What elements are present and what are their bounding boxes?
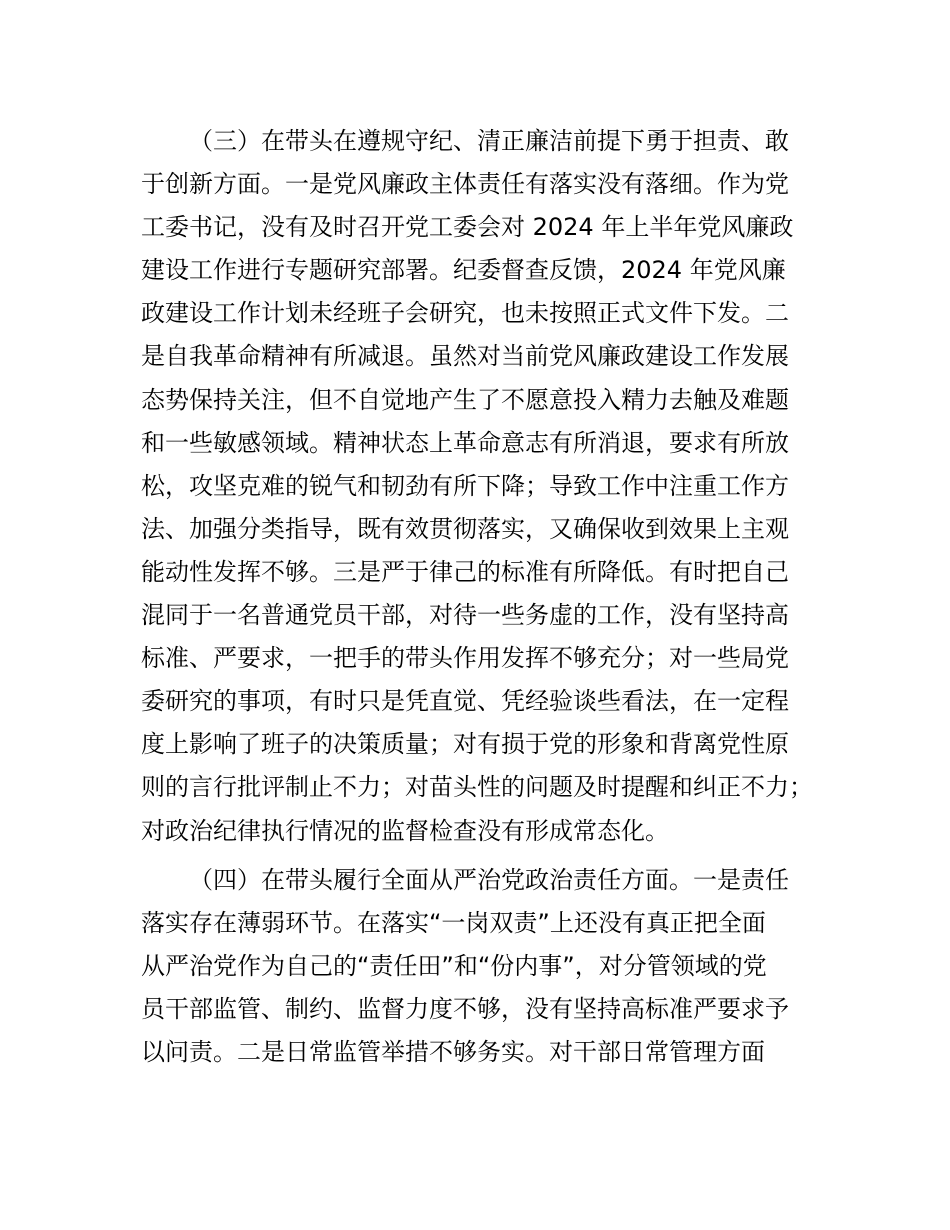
text-line: 对政治纪律执行情况的监督检查没有形成常态化。 [141,816,669,845]
text-line: 度上影响了班子的决策质量；对有损于党的形象和背离党性原 [141,730,789,759]
text-line: 和一些敏感领域。精神状态上革命意志有所消退，要求有所放 [141,428,789,457]
text-line: 于创新方面。一是党风廉政主体责任有落实没有落细。作为党 [141,170,789,199]
paragraph-section-three [141,120,841,853]
text-line: 法、加强分类指导，既有效贯彻落实，又确保收到效果上主观 [141,514,789,543]
text-line: （三）在带头在遵规守纪、清正廉洁前提下勇于担责、敢 [189,127,789,155]
text-line: 混同于一名普通党员干部，对待一些务虚的工作，没有坚持高 [141,601,789,630]
text-line: 是自我革命精神有所减退。虽然对当前党风廉政建设工作发展 [141,342,789,371]
document-body [141,120,841,1074]
text-line: 从严治党作为自己的“责任田”和“份内事”，对分管领域的党 [141,951,767,980]
text-line: 能动性发挥不够。三是严于律己的标准有所降低。有时把自己 [141,557,789,586]
text-line: 建设工作进行专题研究部署。纪委督查反馈，2024 年党风廉 [141,256,786,285]
text-line: 态势保持关注，但不自觉地产生了不愿意投入精力去触及难题 [141,385,789,414]
text-line: 员干部监管、制约、监督力度不够，没有坚持高标准严要求予 [141,994,789,1023]
text-line: 委研究的事项，有时只是凭直觉、凭经验谈些看法，在一定程 [141,687,789,716]
text-line: （四）在带头履行全面从严治党政治责任方面。一是责任 [189,865,789,894]
text-line: 政建设工作计划未经班子会研究，也未按照正式文件下发。二 [141,299,789,328]
text-line: 工委书记，没有及时召开党工委会对 2024 年上半年党风廉政 [141,213,794,242]
text-line: 落实存在薄弱环节。在落实“一岗双责”上还没有真正把全面 [141,908,766,937]
text-line: 标准、严要求，一把手的带头作用发挥不够充分；对一些局党 [141,644,789,673]
paragraph-section-four [141,859,841,1074]
text-line: 松，攻坚克难的锐气和韧劲有所下降；导致工作中注重工作方 [141,471,789,500]
text-line: 则的言行批评制止不力；对苗头性的问题及时提醒和纠正不力； [141,773,813,802]
text-line: 以问责。二是日常监管举措不够务实。对干部日常管理方面 [141,1037,765,1066]
